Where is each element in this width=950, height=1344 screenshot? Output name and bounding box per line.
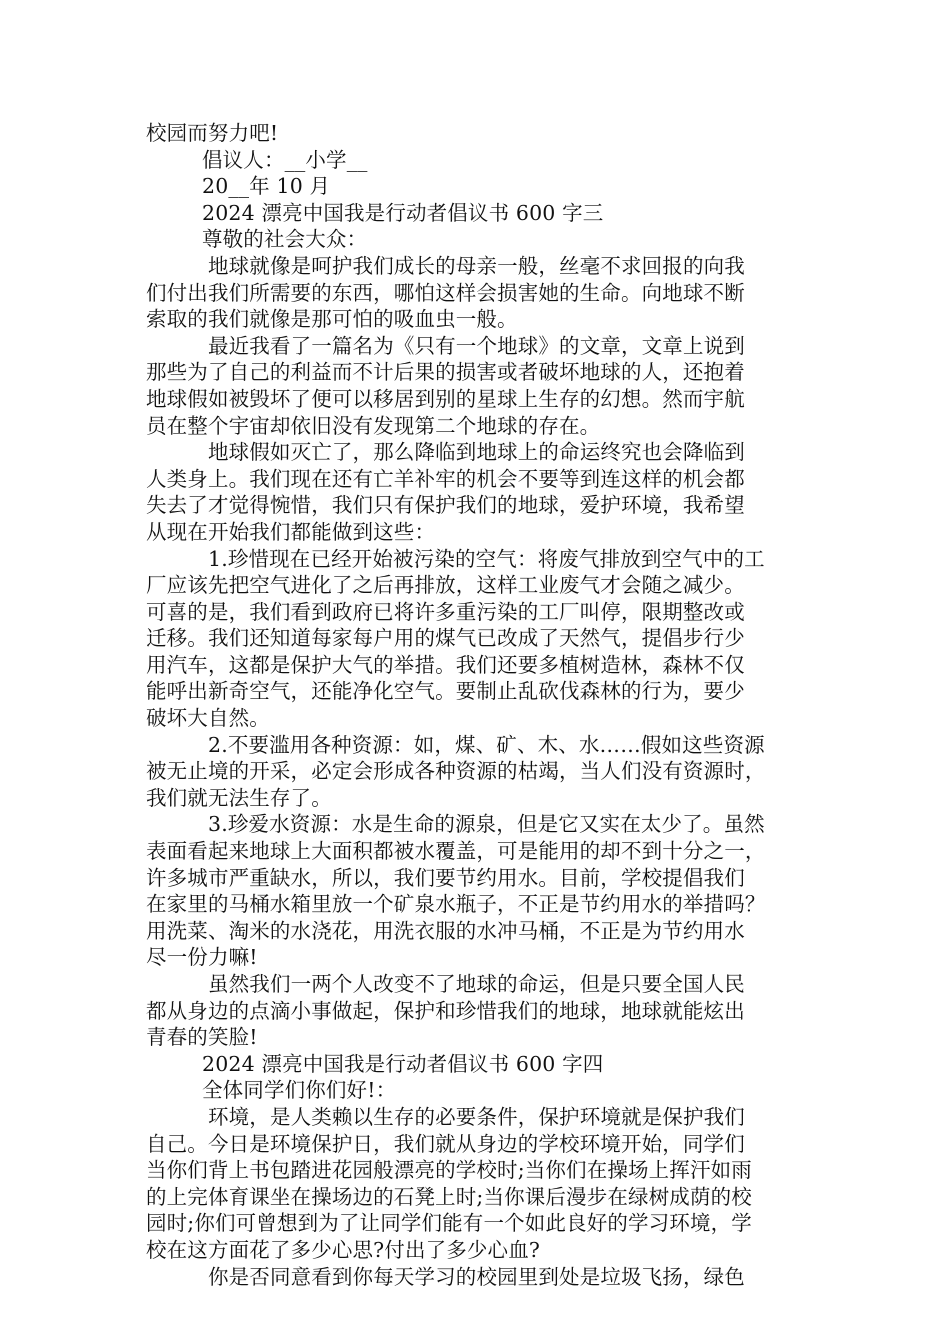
paragraph-line: 许多城市严重缺水，所以，我们要节约用水。目前，学校提倡我们 bbox=[146, 865, 745, 890]
section-heading: 2024 漂亮中国我是行动者倡议书 600 字三 bbox=[202, 200, 604, 225]
section-heading: 2024 漂亮中国我是行动者倡议书 600 字四 bbox=[202, 1051, 604, 1076]
paragraph-line: 地球假如被毁坏了便可以移居到别的星球上生存的幻想。然而宇航 bbox=[146, 386, 745, 411]
paragraph-line: 青春的笑脸! bbox=[146, 1025, 258, 1050]
paragraph-line: 你是否同意看到你每天学习的校园里到处是垃圾飞扬，绿色 bbox=[208, 1264, 745, 1289]
paragraph-line: 被无止境的开采，必定会形成各种资源的枯竭，当人们没有资源时， bbox=[146, 759, 766, 784]
paragraph-line: 厂应该先把空气进化了之后再排放，这样工业废气才会随之减少。 bbox=[146, 573, 745, 598]
paragraph-line: 用洗菜、淘米的水浇花，用洗衣服的水冲马桶，不正是为节约用水 bbox=[146, 918, 745, 943]
paragraph-line: 员在整个宇宙却依旧没有发现第二个地球的存在。 bbox=[146, 413, 601, 438]
list-item-line: 1.珍惜现在已经开始被污染的空气：将废气排放到空气中的工 bbox=[208, 546, 765, 571]
text-line: 校园而努力吧! bbox=[146, 121, 279, 145]
list-item-line: 3.珍爱水资源：水是生命的源泉，但是它又实在太少了。虽然 bbox=[208, 812, 765, 837]
paragraph-line: 虽然我们一两个人改变不了地球的命运，但是只要全国人民 bbox=[208, 972, 745, 996]
paragraph-line: 的上完体育课坐在操场边的石凳上时;当你课后漫步在绿树成荫的校 bbox=[146, 1184, 752, 1209]
paragraph-line: 那些为了自己的利益而不计后果的损害或者破坏地球的人，还抱着 bbox=[146, 360, 745, 385]
paragraph-line: 尽一份力嘛! bbox=[146, 945, 258, 970]
paragraph-line: 都从身边的点滴小事做起，保护和珍惜我们的地球，地球就能炫出 bbox=[146, 998, 745, 1023]
list-item-line: 2.不要滥用各种资源：如，煤、矿、木、水……假如这些资源 bbox=[208, 732, 765, 757]
paragraph-line: 环境，是人类赖以生存的必要条件，保护环境就是保护我们 bbox=[208, 1104, 745, 1129]
paragraph-line: 从现在开始我们都能做到这些： bbox=[146, 519, 436, 544]
paragraph-line: 可喜的是，我们看到政府已将许多重污染的工厂叫停，限期整改或 bbox=[146, 599, 745, 624]
paragraph-line: 地球就像是呵护我们成长的母亲一般，丝毫不求回报的向我 bbox=[208, 253, 745, 278]
paragraph-line: 失去了才觉得惋惜，我们只有保护我们的地球，爱护环境，我希望 bbox=[146, 493, 745, 518]
paragraph-line: 们付出我们所需要的东西，哪怕这样会损害她的生命。向地球不断 bbox=[146, 280, 745, 305]
paragraph-line: 园时;你们可曾想到为了让同学们能有一个如此良好的学习环境，学 bbox=[146, 1211, 752, 1236]
paragraph-line: 能呼出新奇空气，还能净化空气。要制止乱砍伐森林的行为，要少 bbox=[146, 679, 745, 704]
salutation: 尊敬的社会大众： bbox=[202, 227, 368, 252]
paragraph-line: 在家里的马桶水箱里放一个矿泉水瓶子，不正是节约用水的举措吗？ bbox=[146, 892, 766, 917]
paragraph-line: 当你们背上书包踏进花园般漂亮的学校时;当你们在操场上挥汗如雨 bbox=[146, 1158, 752, 1183]
paragraph-line: 我们就无法生存了。 bbox=[146, 785, 332, 810]
paragraph-line: 表面看起来地球上大面积都被水覆盖，可是能用的却不到十分之一， bbox=[146, 839, 766, 864]
paragraph-line: 索取的我们就像是那可怕的吸血虫一般。 bbox=[146, 307, 518, 332]
paragraph-line: 用汽车，这都是保护大气的举措。我们还要多植树造林，森林不仅 bbox=[146, 652, 745, 677]
paragraph-line: 自己。今日是环境保护日，我们就从身边的学校环境开始，同学们 bbox=[146, 1131, 745, 1156]
paragraph-line: 地球假如灭亡了，那么降临到地球上的命运终究也会降临到 bbox=[208, 440, 745, 465]
paragraph-line: 校在这方面花了多少心思?付出了多少心血? bbox=[146, 1237, 540, 1262]
signature-line: 倡议人：__小学__ bbox=[202, 147, 368, 172]
date-line: 20__年 10 月 bbox=[202, 174, 331, 199]
paragraph-line: 最近我看了一篇名为《只有一个地球》的文章，文章上说到 bbox=[208, 333, 745, 358]
paragraph-line: 迁移。我们还知道每家每户用的煤气已改成了天然气，提倡步行少 bbox=[146, 626, 745, 651]
salutation: 全体同学们你们好!： bbox=[202, 1078, 397, 1103]
paragraph-line: 破坏大自然。 bbox=[146, 706, 270, 731]
paragraph-line: 人类身上。我们现在还有亡羊补牢的机会不要等到连这样的机会都 bbox=[146, 466, 745, 491]
document-body bbox=[146, 120, 809, 1290]
